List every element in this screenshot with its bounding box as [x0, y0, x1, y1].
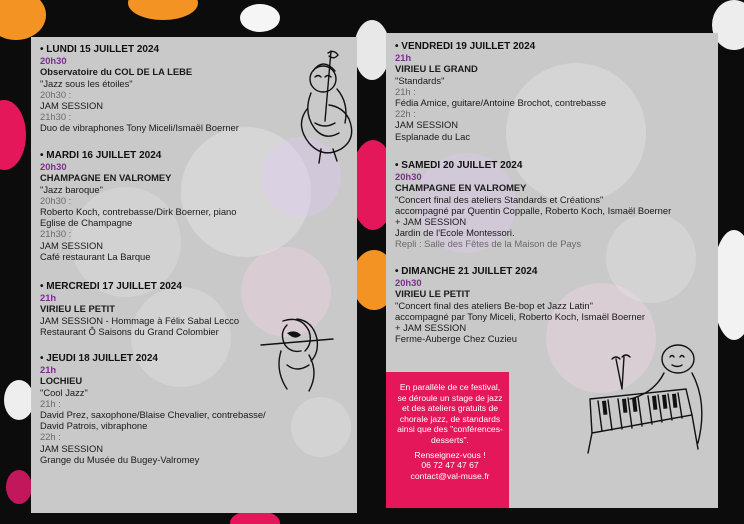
info-box — [386, 372, 509, 508]
event-date: • MERCREDI 17 JUILLET 2024 — [40, 281, 182, 292]
event-block — [395, 160, 712, 250]
event-date: • SAMEDI 20 JUILLET 2024 — [395, 160, 523, 171]
event-line-plain: Restaurant Ô Saisons du Grand Colombier — [40, 325, 219, 337]
event-line-plain: "Jazz baroque" — [40, 183, 103, 195]
event-line-plain: JAM SESSION — [40, 442, 104, 454]
event-date: • DIMANCHE 21 JUILLET 2024 — [395, 266, 538, 277]
splash-white-top — [240, 4, 280, 32]
splash-orange-left — [0, 0, 46, 40]
event-line-plain: + JAM SESSION — [395, 322, 467, 334]
event-line-plain: accompagné par Quentin Coppalle, Roberto Koch, Ismaël Boerner — [395, 204, 672, 216]
event-line-hour: 21h — [395, 52, 412, 64]
event-line-plain: JAM SESSION — [395, 119, 459, 131]
event-line-plain: Jardin de l'Ecole Montessori. — [395, 227, 515, 239]
event-date: • JEUDI 18 JUILLET 2024 — [40, 353, 158, 364]
event-line-plain: "Concert final des ateliers Be-bop et Jazz Latin" — [395, 299, 593, 311]
event-date: • LUNDI 15 JUILLET 2024 — [40, 44, 160, 55]
splash-orange-top — [128, 0, 198, 20]
event-line-venue: CHAMPAGNE EN VALROMEY — [395, 182, 527, 194]
event-line-plain: David Prez, saxophone/Blaise Chevalier, contrebasse/ — [40, 409, 266, 421]
event-line-hour: 20h30 — [395, 277, 422, 289]
event-date: • VENDREDI 19 JUILLET 2024 — [395, 41, 536, 52]
event-line-plain: + JAM SESSION — [395, 216, 467, 228]
event-line-plain: "Concert final des ateliers Standards et Créations" — [395, 193, 604, 205]
event-line-muted: 22h : — [40, 431, 61, 443]
event-line-hour: 20h30 — [395, 171, 422, 183]
event-line-muted: 22h : — [395, 108, 416, 120]
event-line-muted: 20h30 : — [40, 88, 72, 100]
event-line-muted: Repli : Salle des Fêtes de la Maison de Pays — [395, 238, 582, 250]
event-line-venue: LOCHIEU — [40, 375, 83, 387]
event-line-muted: 21h : — [395, 85, 416, 97]
info-email[interactable]: contact@val-muse.fr — [410, 470, 490, 481]
splash-pink-bottom-left — [6, 470, 32, 504]
event-date: • MARDI 16 JUILLET 2024 — [40, 150, 162, 161]
splash-pink-left — [0, 100, 26, 170]
event-line-plain: "Jazz sous les étoiles" — [40, 77, 133, 89]
event-line-plain: Ferme-Auberge Chez Cuzieu — [395, 333, 517, 345]
event-line-muted: 20h30 : — [40, 194, 72, 206]
event-line-plain: David Patrois, vibraphone — [40, 420, 148, 432]
event-line-hour: 21h — [40, 292, 57, 304]
event-line-muted: 21h30 : — [40, 228, 72, 240]
event-line-plain: Grange du Musée du Bugey-Valromey — [40, 453, 200, 465]
event-line-venue: VIRIEU LE PETIT — [40, 303, 116, 315]
event-line-plain: "Standards" — [395, 74, 445, 86]
event-line-plain: "Cool Jazz" — [40, 386, 88, 398]
event-line-hour: 21h — [40, 364, 57, 376]
info-text-block — [396, 382, 504, 481]
info-description: En parallèle de ce festival, se déroule un stage de jazz et des ateliers gratuits de chorale jazz, de standards ainsi que des "conférences-desserts". — [397, 382, 503, 445]
event-line-venue: VIRIEU LE GRAND — [395, 63, 478, 75]
event-line-plain: Esplanade du Lac — [395, 130, 471, 142]
left-program-panel — [31, 37, 357, 513]
event-line-plain: Café restaurant La Barque — [40, 250, 151, 262]
event-line-plain: JAM SESSION — [40, 239, 104, 251]
info-contact-label: Renseignez-vous ! — [414, 449, 486, 460]
event-line-venue: CHAMPAGNE EN VALROMEY — [40, 172, 172, 184]
splash-white-center — [354, 20, 390, 80]
splash-white-left — [4, 380, 34, 420]
event-line-muted: 21h30 : — [40, 111, 72, 123]
event-line-muted: 21h : — [40, 397, 61, 409]
double-bass-player-illustration — [293, 49, 357, 167]
event-line-plain: accompagné par Tony Miceli, Roberto Koch, Ismaël Boerner — [395, 310, 645, 322]
info-phone[interactable]: 06 72 47 47 67 — [421, 460, 479, 471]
event-line-plain: JAM SESSION - Hommage à Félix Sabal Lecco — [40, 314, 240, 326]
event-line-plain: Duo de vibraphones Tony Miceli/Ismaël Boerner — [40, 122, 239, 134]
event-line-plain: Eglise de Champagne — [40, 217, 133, 229]
event-line-hour: 20h30 — [40, 161, 67, 173]
event-block — [395, 266, 712, 344]
event-line-venue: VIRIEU LE PETIT — [395, 288, 471, 300]
event-line-plain: JAM SESSION — [40, 100, 104, 112]
event-line-hour: 20h30 — [40, 55, 67, 67]
pianist-illustration — [568, 337, 716, 457]
event-line-plain: Roberto Koch, contrebasse/Dirk Boerner, piano — [40, 206, 237, 218]
event-line-venue: Observatoire du COL DE LA LEBE — [40, 66, 193, 78]
flute-player-illustration — [257, 315, 337, 395]
event-block — [395, 41, 712, 142]
event-line-plain: Fédia Amice, guitare/Antoine Brochot, contrebasse — [395, 97, 607, 109]
